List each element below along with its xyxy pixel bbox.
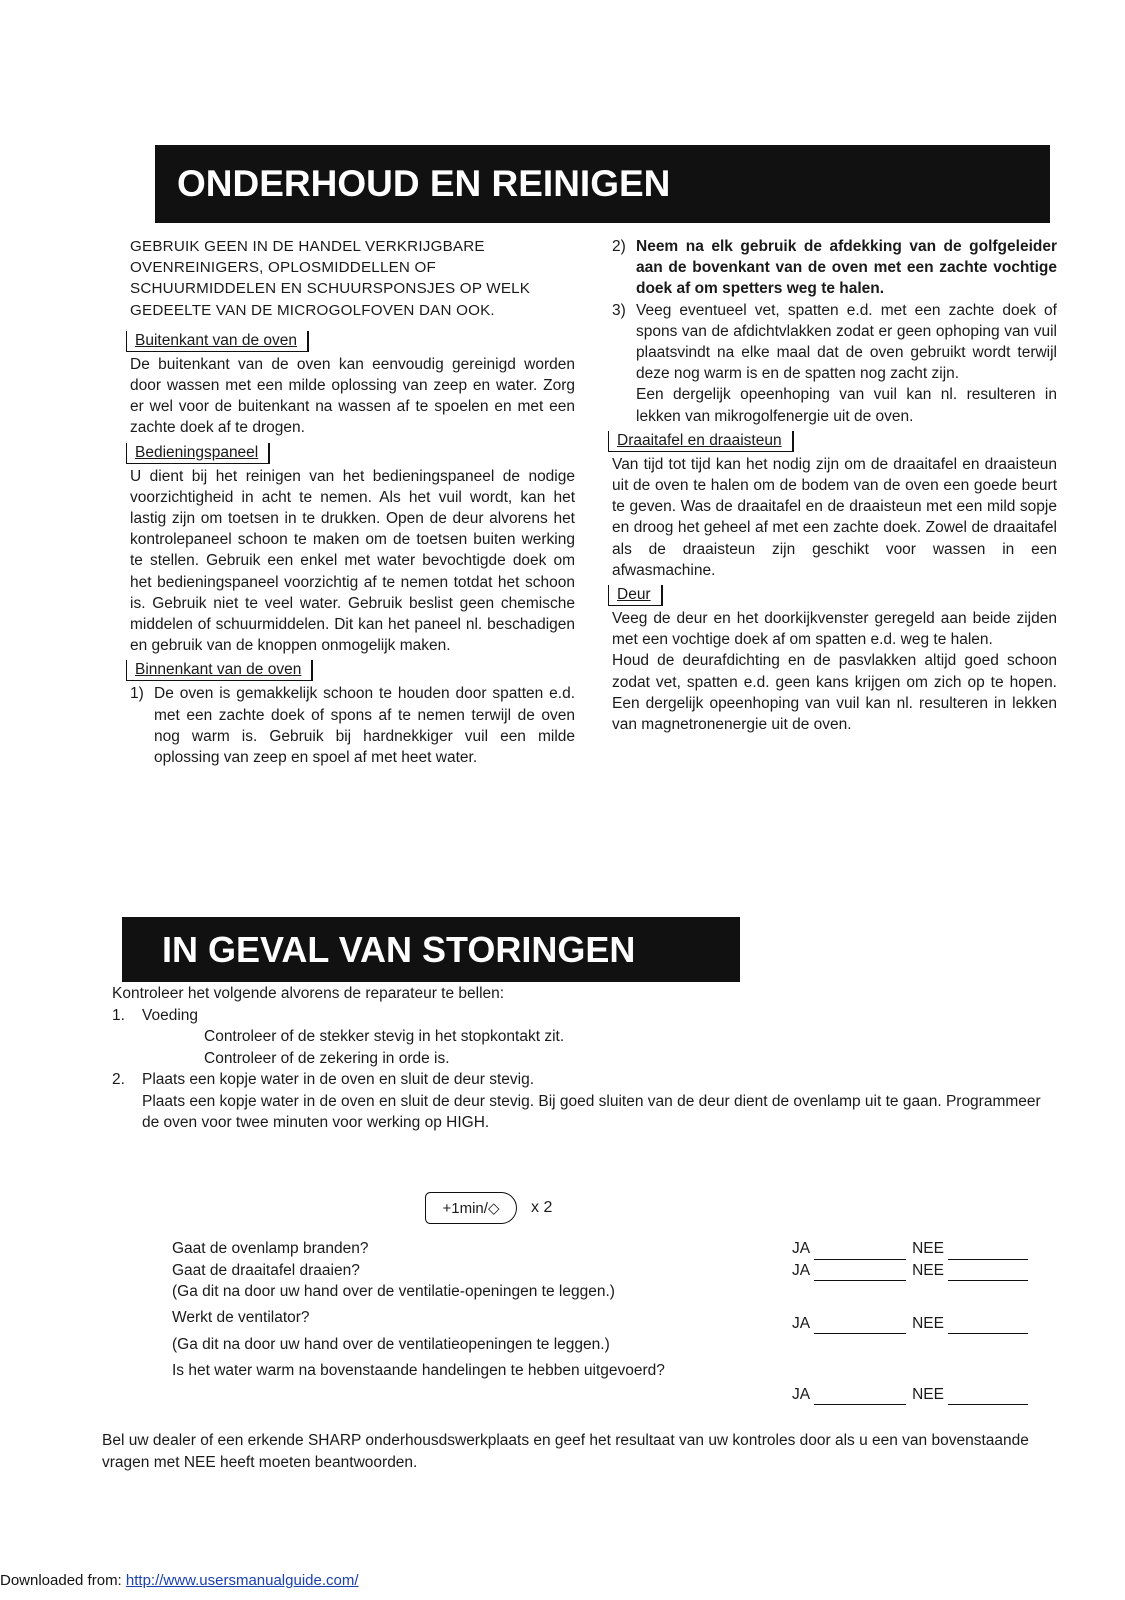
- answer-fields: [792, 1307, 1052, 1335]
- trouble-step-1: [112, 1005, 1057, 1027]
- section-title-panel: Bedieningspaneel: [126, 443, 270, 464]
- inside-item-3-number: 3): [612, 301, 626, 319]
- trouble-intro: Kontroleer het volgende alvorens de reparateur te bellen:: [112, 985, 505, 1002]
- answer-fields: [792, 1238, 1052, 1260]
- panel-text: U dient bij het reinigen van het bedieningspaneel de nodige voorzichtigheid in acht te nemen. Als het vuil wordt, kan het lastig zijn om toetsen in te drukken. Open de deur alvorens het kontrolepaneel schoon te maken om de toetsen buiten werking te stellen. Gebruik een enkel met water bevochtigde doek om het bedieningspaneel voorzichtig af te nemen totdat het schoon is. Gebruik niet te veel water. Gebruik beslist geen chemische middelen of schuurmiddelen. Dit kan het paneel nl. beschadigen en gebruik van de knoppen onmogelijk maken.: [130, 467, 575, 655]
- inside-item-2-number: 2): [612, 238, 626, 255]
- footer-link[interactable]: http://www.usersmanualguide.com/: [125, 1572, 359, 1589]
- section-title-outside: Buitenkant van de oven: [126, 331, 309, 352]
- no-blank: [948, 1388, 1028, 1405]
- door-text-2: Houd de deurafdichting en de pasvlakken altijd goed schoon zodat vet, spatten e.d. geen kans krijgen om zich op te hopen. Een dergelijk opeenhoping van vuil kan nl. resulteren in lekken van magnetronenergie uit de oven.: [612, 652, 1057, 734]
- maintenance-warning: GEBRUIK GEEN IN DE HANDEL VERKRIJGBARE OVENREINIGERS, OPLOSMIDDELLEN OF SCHUURMIDDELEN EN SCHUURSPONSJES OP WELK GEDEELTE VAN DE MICROGOLFOVEN DAN OOK.: [130, 238, 531, 319]
- no-blank: [948, 1243, 1028, 1260]
- inside-item-1-text: De oven is gemakkelijk schoon te houden door spatten e.d. met een zachte doek of spons af te nemen terwijl de oven nog warm is. Gebruik bij hardnekkiger vuil een milde oplossing van zeep en spoel af met heet water.: [154, 685, 575, 767]
- trouble-step-1-title: Voeding: [142, 1006, 199, 1024]
- yes-blank: [814, 1243, 906, 1260]
- checklist-row-2: [172, 1260, 1052, 1282]
- inside-item-2-text: Neem na elk gebruik de afdekking van de golfgeleider aan de bovenkant van de oven met een zachte vochtige doek af om spetters weg te halen.: [636, 238, 1057, 298]
- inside-item-3-extra: Een dergelijk opeenhoping van vuil kan nl. resulteren in lekken van mikrogolfenergie uit de oven.: [636, 386, 1057, 425]
- no-label: NEE: [912, 1261, 944, 1279]
- question-fan-note: (Ga dit na door uw hand over de ventilatieopeningen te leggen.): [172, 1336, 610, 1353]
- no-label: NEE: [912, 1385, 944, 1403]
- trouble-step-2-number: 2.: [112, 1071, 125, 1088]
- inside-item-1-number: 1): [130, 685, 144, 703]
- yes-blank: [814, 1264, 906, 1281]
- no-blank: [948, 1317, 1028, 1334]
- yes-label: JA: [792, 1314, 811, 1332]
- no-label: NEE: [912, 1240, 944, 1257]
- inside-item-3-text: Veeg eventueel vet, spatten e.d. met een zachte doek of spons van de afdichtvlakken zodat er geen ophoping van vuil plaatsvindt na elke maal dat de oven gebruikt wordt terwijl deze nog warm is en de spatten nog zacht zijn.: [636, 301, 1057, 383]
- trouble-banner: IN GEVAL VAN STORINGEN: [122, 917, 740, 982]
- outside-text: De buitenkant van de oven kan eenvoudig gereinigd worden door wassen met een milde oplossing van zeep en water. Zorg er wel voor de buitenkant na wassen af te spoelen en met een zachte doek af te drogen.: [130, 355, 575, 437]
- trouble-section: [112, 983, 1057, 1149]
- question-oven-lamp: Gaat de ovenlamp branden?: [172, 1240, 369, 1257]
- checklist-row-3: [172, 1307, 1052, 1335]
- question-turntable: Gaat de draaitafel draaien?: [172, 1261, 360, 1279]
- no-blank: [948, 1264, 1028, 1281]
- maintenance-left-column: [130, 236, 575, 768]
- inside-item-2: [612, 236, 1057, 300]
- footer-prefix: Downloaded from:: [0, 1572, 126, 1589]
- inside-item-3: [612, 300, 1057, 385]
- yes-blank: [814, 1388, 906, 1405]
- closing-instruction: Bel uw dealer of een erkende SHARP onderhousdswerkplaats en geef het resultaat van uw kontroles door als u een van bovenstaande vragen met NEE heeft moeten beantwoorden.: [102, 1432, 1029, 1471]
- trouble-step-1-number: 1.: [112, 1006, 125, 1024]
- question-turntable-note: (Ga dit na door uw hand over de ventilatie-openingen te leggen.): [172, 1283, 615, 1300]
- door-text-1: Veeg de deur en het doorkijkvenster geregeld aan beide zijden met een vochtige doek af om spatten e.d. weg te halen.: [612, 610, 1057, 649]
- yes-blank: [814, 1317, 906, 1334]
- checklist: [172, 1238, 1052, 1405]
- trouble-step-2-description: Plaats een kopje water in de oven en sluit de deur stevig. Bij goed sluiten van de deur dient de ovenlamp uit te gaan. Programmeer de oven voor twee minuten voor werking op HIGH.: [142, 1092, 1041, 1131]
- answer-fields: [792, 1360, 1052, 1406]
- question-water-warm: Is het water warm na bovenstaande handelingen te hebben uitgevoerd?: [172, 1361, 665, 1379]
- maintenance-right-column: [612, 236, 1057, 735]
- yes-label: JA: [792, 1240, 811, 1257]
- section-title-inside: Binnenkant van de oven: [126, 660, 313, 681]
- key-press-count: x 2: [531, 1199, 553, 1216]
- question-fan: Werkt de ventilator?: [172, 1308, 310, 1326]
- download-footer: [0, 1572, 359, 1589]
- checklist-row-1: [172, 1238, 1052, 1260]
- section-title-turntable: Draaitafel en draaisteun: [608, 431, 794, 452]
- trouble-step-2-title: Plaats een kopje water in de oven en sluit de deur stevig.: [142, 1071, 535, 1088]
- answer-fields: [792, 1260, 1052, 1282]
- trouble-step-2: [112, 1069, 1057, 1091]
- checklist-note-2: [172, 1281, 1052, 1303]
- maintenance-banner: ONDERHOUD EN REINIGEN: [155, 145, 1050, 223]
- inside-item-1: [130, 683, 575, 768]
- checklist-row-4: [172, 1360, 1052, 1406]
- turntable-text: Van tijd tot tijd kan het nodig zijn om de draaitafel en draaisteun uit de oven te halen om de bodem van de oven een goede beurt te geven. Was de draaitafel en de draaisteun met een mild sopje en droog het geheel af met een zachte doek. Zowel de draaitafel als de draaisteun zijn geschikt voor wassen in een afwasmachine.: [612, 455, 1057, 579]
- plus-one-minute-start-key: +1min/◇: [425, 1192, 517, 1224]
- section-title-door: Deur: [608, 585, 663, 606]
- checklist-note-3: [172, 1334, 1052, 1356]
- trouble-step-1-check-1: Controleer of de stekker stevig in het stopkontakt zit.: [204, 1028, 565, 1045]
- no-label: NEE: [912, 1314, 944, 1332]
- yes-label: JA: [792, 1385, 811, 1403]
- key-instruction: [425, 1190, 552, 1226]
- yes-label: JA: [792, 1261, 811, 1279]
- trouble-step-1-check-2: Controleer of de zekering in orde is.: [204, 1049, 450, 1067]
